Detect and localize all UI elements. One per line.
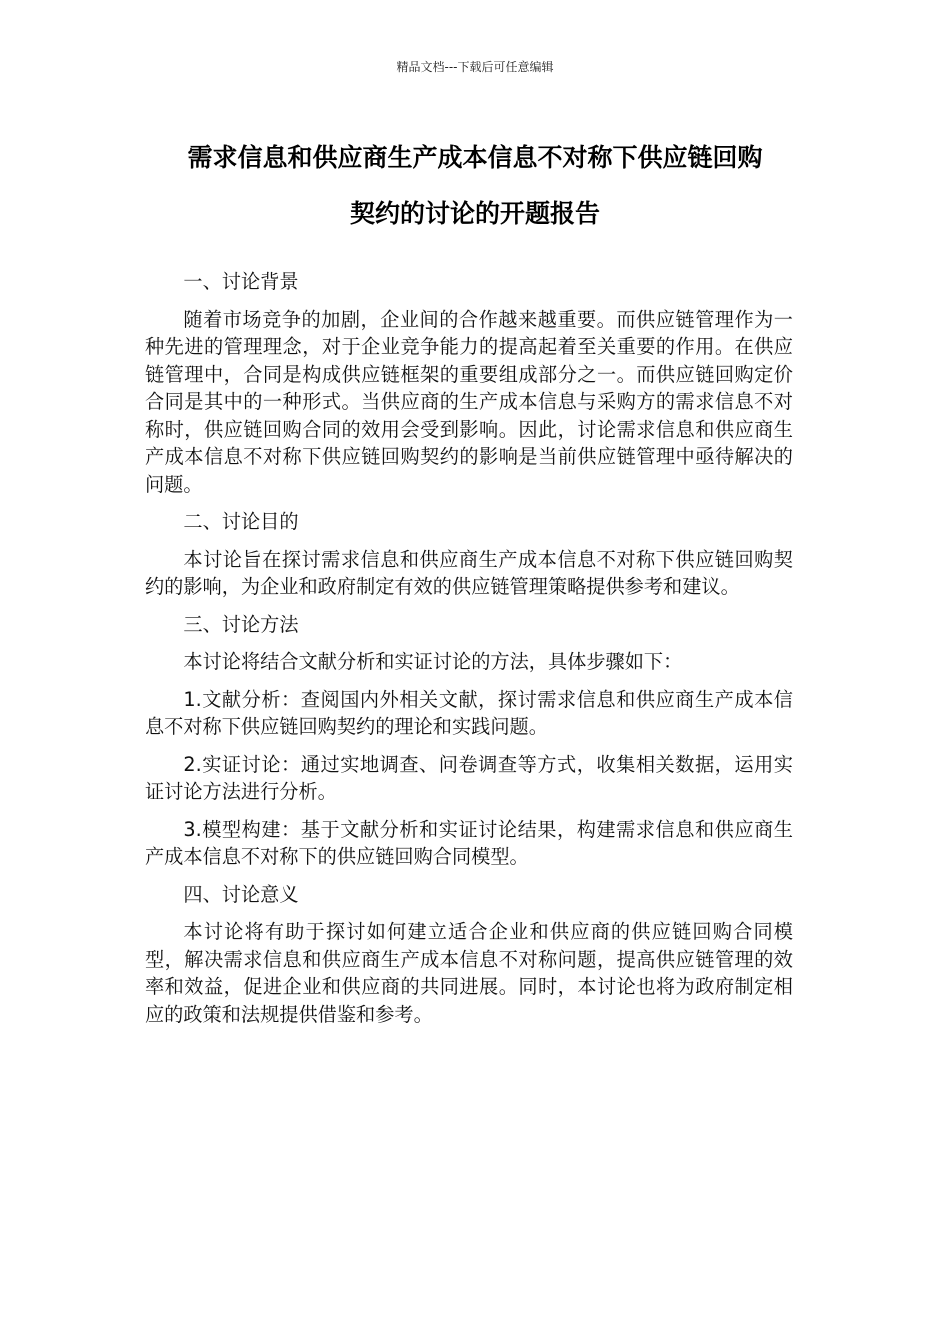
paragraph-method-step-3: 3.模型构建：基于文献分析和实证讨论结果，构建需求信息和供应商生产成本信息不对称下的供应链回购合同模型。 <box>145 817 793 868</box>
header-note: 精品文档---下载后可任意编辑 <box>396 60 554 74</box>
section-heading-purpose: 二、讨论目的 <box>183 510 299 533</box>
paragraph-significance: 本讨论将有助于探讨如何建立适合企业和供应商的供应链回购合同模型，解决需求信息和供应商生产成本信息不对称问题，提高供应链管理的效率和效益，促进企业和供应商的共同进展。同时，本讨论也将为政府制定相应的政策和法规提供借鉴和参考。 <box>145 920 793 1026</box>
section-heading-background: 一、讨论背景 <box>183 270 299 293</box>
paragraph-method-intro: 本讨论将结合文献分析和实证讨论的方法，具体步骤如下： <box>183 650 683 673</box>
section-heading-significance: 四、讨论意义 <box>183 882 299 906</box>
document-title <box>140 130 810 242</box>
section-heading-method: 三、讨论方法 <box>183 612 299 636</box>
title-line-2: 契约的讨论的开题报告 <box>349 199 600 228</box>
title-line-1: 需求信息和供应商生产成本信息不对称下供应链回购 <box>187 143 763 172</box>
paragraph-purpose: 本讨论旨在探讨需求信息和供应商生产成本信息不对称下供应链回购契约的影响，为企业和政府制定有效的供应链管理策略提供参考和建议。 <box>145 547 793 598</box>
document-body <box>145 268 793 1038</box>
paragraph-method-step-1: 1.文献分析：查阅国内外相关文献，探讨需求信息和供应商生产成本信息不对称下供应链回购契约的理论和实践问题。 <box>145 687 793 738</box>
paragraph-background: 随着市场竞争的加剧，企业间的合作越来越重要。而供应链管理作为一种先进的管理理念，对于企业竞争能力的提高起着至关重要的作用。在供应链管理中，合同是构成供应链框架的重要组成部分之一。而供应链回购定价合同是其中的一种形式。当供应商的生产成本信息与采购方的需求信息不对称时，供应链回购合同的效用会受到影响。因此，讨论需求信息和供应商生产成本信息不对称下供应链回购契约的影响是当前供应链管理中亟待解决的问题。 <box>145 307 793 496</box>
paragraph-method-step-2: 2.实证讨论：通过实地调查、问卷调查等方式，收集相关数据，运用实证讨论方法进行分析。 <box>145 752 793 803</box>
